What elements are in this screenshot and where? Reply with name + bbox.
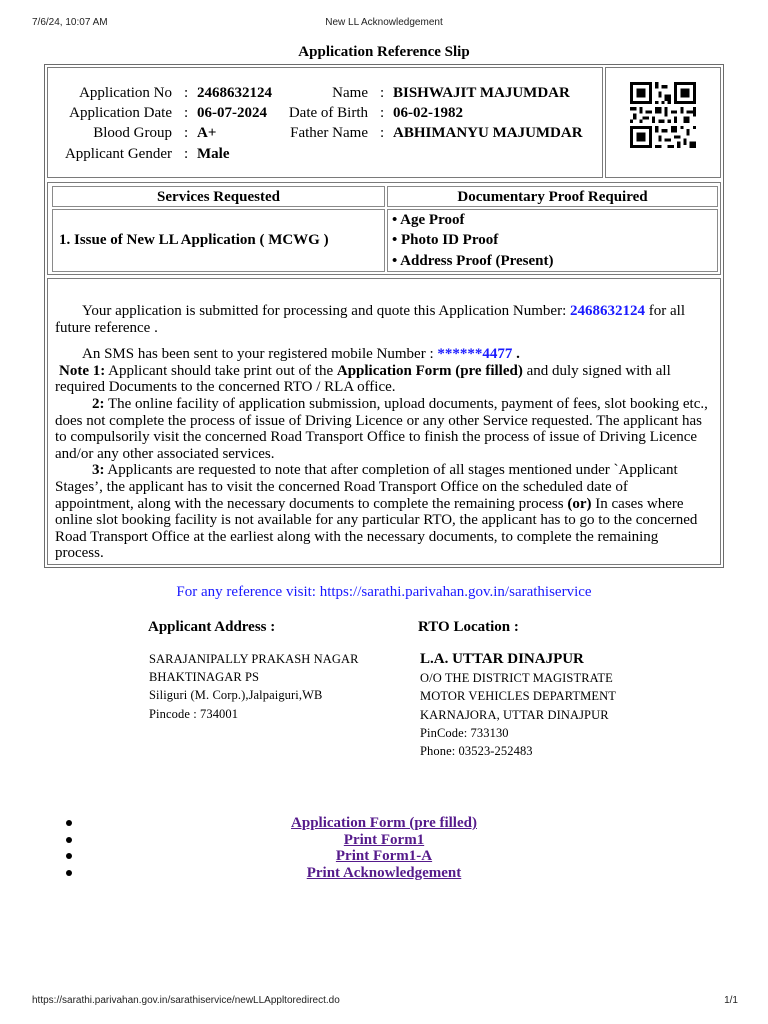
label-father-name: Father Name — [290, 125, 368, 141]
rto-line: MOTOR VEHICLES DEPARTMENT — [420, 689, 616, 703]
link-item — [0, 848, 768, 865]
print-header — [0, 17, 768, 31]
note-2 — [55, 396, 710, 462]
note-3-tail: In cases where online slot booking facility is not available for any particular RTO, the applicant has to go to the concerned Road Transport Office at the earliest along with the necessary documents, to complete the remaining process. — [55, 495, 698, 562]
note-1-text: Applicant should take print out of the — [105, 362, 337, 379]
address-line: Siliguri (M. Corp.),Jalpaiguri,WB — [149, 688, 323, 702]
application-form-link[interactable]: Application Form (pre filled) — [291, 815, 477, 831]
proof-item: • Address Proof (Present) — [392, 253, 554, 269]
note-3-bold: (or) — [567, 495, 592, 512]
rto-line: O/O THE DISTRICT MAGISTRATE — [420, 671, 613, 685]
print-form1-link[interactable]: Print Form1 — [343, 832, 425, 848]
colon: : — [184, 146, 189, 162]
proof-item: • Photo ID Proof — [392, 232, 499, 248]
rto-line: KARNAJORA, UTTAR DINAJPUR — [420, 708, 609, 722]
colon: : — [380, 85, 385, 101]
print-datetime: 7/6/24, 10:07 AM — [32, 17, 108, 28]
label-application-date: Application Date — [69, 105, 172, 121]
print-footer — [0, 995, 768, 1009]
services-header: Services Requested — [52, 186, 385, 207]
label-application-no: Application No — [79, 85, 172, 101]
value-application-no: 2468632124 — [197, 85, 272, 101]
address-line: BHAKTINAGAR PS — [149, 670, 260, 684]
label-dob: Date of Birth — [288, 105, 368, 121]
sms-tail: . — [512, 346, 520, 363]
note-1-bold: Application Form (pre filled) — [336, 362, 523, 379]
sms-text: An SMS has been sent to your registered mobile Number : — [82, 346, 438, 363]
documents-header: Documentary Proof Required — [387, 186, 718, 207]
link-item — [0, 815, 768, 832]
print-acknowledgement-link[interactable]: Print Acknowledgement — [306, 865, 462, 881]
value-father-name: ABHIMANYU MAJUMDAR — [393, 125, 583, 141]
value-name: BISHWAJIT MAJUMDAR — [393, 85, 570, 101]
link-item — [0, 832, 768, 849]
submission-tail: for all future reference . — [55, 303, 685, 336]
print-form1a-link[interactable]: Print Form1-A — [335, 848, 433, 864]
address-line: SARAJANIPALLY PRAKASH NAGAR — [149, 652, 359, 666]
rto-location-heading: RTO Location : — [418, 619, 519, 635]
proof-item: • Age Proof — [392, 212, 465, 228]
label-gender: Applicant Gender — [64, 146, 172, 162]
note-1-label: Note 1: — [59, 362, 106, 379]
rto-name: L.A. UTTAR DINAJPUR — [420, 651, 584, 667]
note-3-text: Applicants are requested to note that after completion of all stages mentioned under `Applicant Stages’, the applicant has to visit the concerned Road Transport Office on the scheduled date of appointment, along with the necessary documents to complete the remaining process — [55, 462, 678, 512]
note-2-text: The online facility of application submission, upload documents, payment of fees, slot booking etc., does not complete the process of issue of Driving Licence or any other Service requested. The applicant has to compulsorily visit the concerned Road Transport Office to finish the process of issue of Driving Licence and/or any other associated services. — [55, 395, 708, 462]
note-3 — [55, 462, 710, 562]
print-page-count: 1/1 — [724, 995, 738, 1006]
service-name: 1. Issue of New LL Application ( MCWG ) — [59, 232, 329, 248]
note-1-tail: and duly signed with all required Documents to the concerned RTO / RLA office. — [55, 362, 671, 396]
print-page-title: New LL Acknowledgement — [325, 17, 443, 28]
print-url: https://sarathi.parivahan.gov.in/sarathiservice/newLLAppltoredirect.do — [32, 995, 340, 1006]
qr-code-icon — [628, 82, 698, 148]
value-dob: 06-02-1982 — [393, 105, 463, 121]
address-line: Pincode : 734001 — [149, 707, 239, 721]
reference-link-text: For any reference visit: https://sarathi.parivahan.gov.in/sarathiservice — [176, 584, 592, 600]
notice-text — [55, 303, 710, 562]
colon: : — [380, 105, 385, 121]
colon: : — [184, 125, 189, 141]
colon: : — [184, 85, 189, 101]
label-blood-group: Blood Group — [93, 125, 172, 141]
value-gender: Male — [197, 146, 230, 162]
note-3-label: 3: — [92, 462, 105, 479]
link-item — [0, 865, 768, 882]
submission-paragraph — [55, 303, 710, 336]
note-1 — [55, 363, 710, 396]
colon: : — [380, 125, 385, 141]
colon: : — [184, 105, 189, 121]
applicant-address-heading: Applicant Address : — [148, 619, 276, 635]
mobile-number-masked: ******4477 — [437, 346, 513, 363]
rto-phone: Phone: 03523-252483 — [420, 744, 533, 758]
service-cell — [52, 209, 385, 272]
rto-pincode: PinCode: 733130 — [420, 726, 509, 740]
sms-paragraph — [55, 346, 710, 363]
submission-text: Your application is submitted for processing and quote this Application Number: — [82, 303, 570, 319]
label-name: Name — [332, 85, 368, 101]
value-application-date: 06-07-2024 — [197, 105, 267, 121]
note-2-label: 2: — [92, 395, 105, 412]
value-blood-group: A+ — [197, 125, 217, 141]
application-number-highlight: 2468632124 — [570, 303, 645, 319]
slip-title: Application Reference Slip — [298, 44, 470, 60]
